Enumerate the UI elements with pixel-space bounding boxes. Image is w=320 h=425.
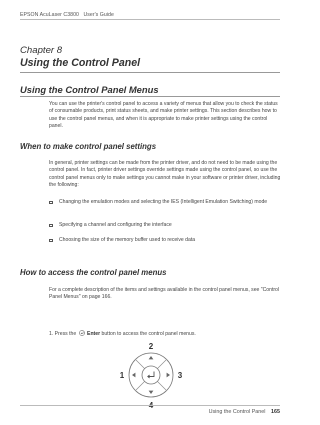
list-item — [49, 199, 281, 206]
subhead-when: When to make control panel settings — [20, 142, 157, 151]
chapter-rule — [20, 72, 280, 73]
access-body: For a complete description of the items and settings available in the control panel menus, see "Control Panel Menus" on page 166. — [49, 287, 280, 301]
section-intro: You can use the printer's control panel to access a variety of menus that allow you to check the status of consumable products, print status sheets, and make printer settings. This section describes how to use the control panel menus, and when it is appropriate to make printer settings using the control panel. — [49, 101, 278, 129]
pad-label-3: 3 — [177, 371, 183, 380]
right-arrow-icon — [167, 373, 170, 378]
running-header — [20, 12, 117, 18]
step-text-before: Press the — [54, 331, 77, 337]
pad-center-ring — [142, 366, 160, 384]
section-rule — [20, 96, 280, 97]
control-pad-diagram — [116, 340, 186, 410]
step-1 — [49, 330, 196, 338]
when-body: In general, printer settings can be made from the printer driver, and do not need to be made using the control panel. In fact, printer driver settings override settings made using the control panel, so use the control panel menus only to make settings you cannot make in your software or printer driver, including the following: — [49, 160, 281, 188]
footer-section: Using the Control Panel — [208, 409, 266, 415]
page-footer — [209, 409, 280, 415]
header-rule — [20, 19, 280, 20]
header-product: EPSON AcuLaser C3800 — [20, 12, 79, 18]
list-item — [49, 222, 281, 229]
page-number: 165 — [271, 409, 280, 415]
left-arrow-icon — [132, 373, 135, 378]
list-item-text: Changing the emulation modes and selecting the IES (Intelligent Emulation Switching) mode — [59, 199, 268, 205]
step-text-after: button to access the control panel menus. — [101, 331, 196, 337]
pad-label-1: 1 — [119, 371, 125, 380]
subhead-access: How to access the control panel menus — [20, 268, 167, 277]
list-item-text: Choosing the size of the memory buffer used to receive data — [59, 237, 196, 243]
list-item-text: Specifying a channel and configuring the interface — [59, 222, 172, 228]
step-number: 1. — [49, 331, 54, 337]
header-guide: User's Guide — [83, 12, 114, 18]
pad-label-2: 2 — [148, 342, 154, 351]
checkbox-bullet-icon — [49, 239, 53, 243]
enter-key-label: Enter — [87, 331, 101, 337]
checkbox-bullet-icon — [49, 224, 53, 228]
checkbox-bullet-icon — [49, 201, 53, 205]
pad-label-4: 4 — [148, 401, 154, 410]
pad-outer-ring — [129, 353, 173, 397]
section-title: Using the Control Panel Menus — [20, 84, 159, 95]
chapter-label: Chapter 8 — [20, 45, 63, 56]
list-item — [49, 237, 281, 244]
footer-rule — [20, 405, 280, 406]
chapter-title: Using the Control Panel — [20, 57, 141, 69]
down-arrow-icon — [149, 391, 154, 394]
enter-icon — [148, 372, 154, 379]
enter-icon — [79, 330, 85, 336]
up-arrow-icon — [149, 356, 154, 359]
